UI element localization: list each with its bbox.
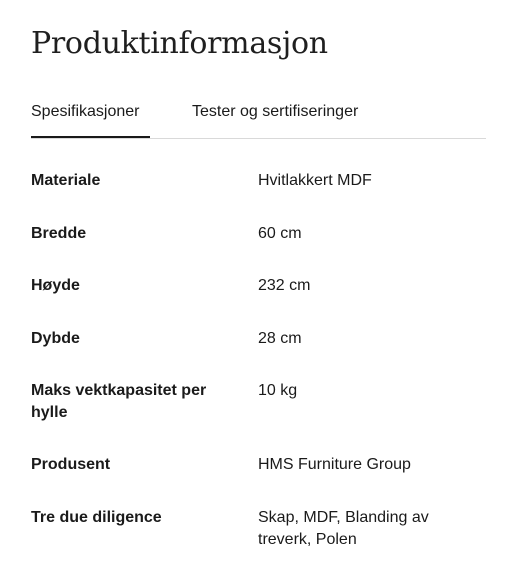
spec-value: 60 cm <box>258 225 302 242</box>
spec-label: Dybde <box>31 330 80 347</box>
tab-tests-certifications[interactable]: Tester og sertifiseringer <box>192 103 359 120</box>
spec-label: Bredde <box>31 225 87 242</box>
spec-label: Produsent <box>31 456 111 473</box>
spec-value: HMS Furniture Group <box>258 456 411 473</box>
spec-value: Hvitlakkert MDF <box>258 172 372 189</box>
spec-label: Tre due diligence <box>31 509 162 526</box>
tab-bar <box>31 94 486 139</box>
page-title: Produktinformasjon <box>31 26 328 61</box>
tab-specifications[interactable]: Spesifikasjoner <box>31 102 150 138</box>
spec-value: 10 kg <box>258 382 298 399</box>
spec-label: Høyde <box>31 277 80 294</box>
spec-label: Materiale <box>31 172 101 189</box>
spec-label: Maks vektkapasitet per hylle <box>31 382 207 421</box>
spec-value: 28 cm <box>258 330 302 347</box>
spec-value: Skap, MDF, Blanding av treverk, Polen <box>258 509 429 548</box>
spec-value: 232 cm <box>258 277 311 294</box>
